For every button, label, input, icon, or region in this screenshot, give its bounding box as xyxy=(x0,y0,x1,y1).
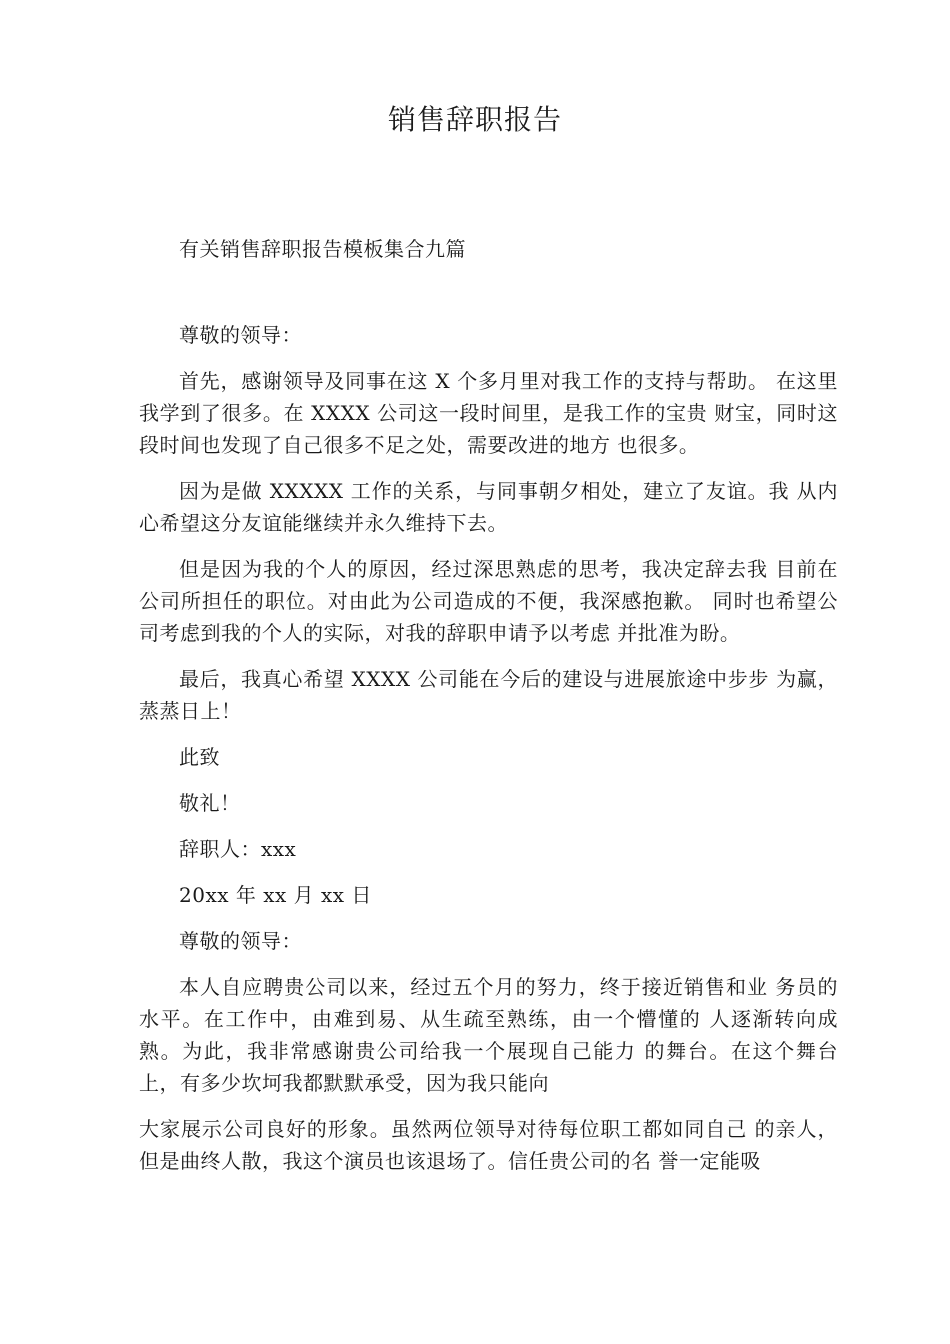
letter1-salutation: 尊敬的领导： xyxy=(179,323,302,347)
letter2-paragraph-1: 本人自应聘贵公司以来，经过五个月的努力，终于接近销售和业 务员的水平。在工作中，由难到易、从生疏至熟练，由一个懵懂的 人逐渐转向成熟。为此，我非常感谢贵公司给我一个展现自己能力 的舞台。在这个舞台上，有多少坎坷我都默默承受，因为我只能向 xyxy=(139,975,838,1095)
letter1-paragraph-3: 但是因为我的个人的原因，经过深思熟虑的思考，我决定辞去我 目前在公司所担任的职位。对由此为公司造成的不便，我深感抱歉。 同时也希望公司考虑到我的个人的实际，对我的辞职申请予以考虑 并批准为盼。 xyxy=(139,557,838,645)
letter1-paragraph-1: 首先，感谢领导及同事在这 X 个多月里对我工作的支持与帮助。 在这里我学到了很多。在 XXXX 公司这一段时间里，是我工作的宝贵 财宝，同时这段时间也发现了自己很多不足之处，需要改进的地方 也很多。 xyxy=(139,369,838,457)
letter1-closing-1: 此致 xyxy=(179,745,220,769)
document-title: 销售辞职报告 xyxy=(387,103,562,136)
letter1-paragraph-2: 因为是做 XXXXX 工作的关系，与同事朝夕相处，建立了友谊。我 从内心希望这分友谊能继续并永久维持下去。 xyxy=(139,479,838,535)
document-subtitle: 有关销售辞职报告模板集合九篇 xyxy=(179,237,466,261)
letter1-paragraph-4: 最后，我真心希望 XXXX 公司能在今后的建设与进展旅途中步步 为赢，蒸蒸日上！ xyxy=(139,667,838,723)
letter1-closing-2: 敬礼！ xyxy=(179,791,241,815)
letter1-date: 20xx 年 xx 月 xx 日 xyxy=(179,883,372,907)
letter1-signer: 辞职人：xxx xyxy=(179,837,297,861)
letter2-paragraph-2: 大家展示公司良好的形象。虽然两位领导对待每位职工都如同自己 的亲人，但是曲终人散，我这个演员也该退场了。信任贵公司的名 誉一定能吸 xyxy=(139,1117,838,1173)
document-body xyxy=(139,233,838,1177)
letter2-salutation: 尊敬的领导： xyxy=(179,929,302,953)
